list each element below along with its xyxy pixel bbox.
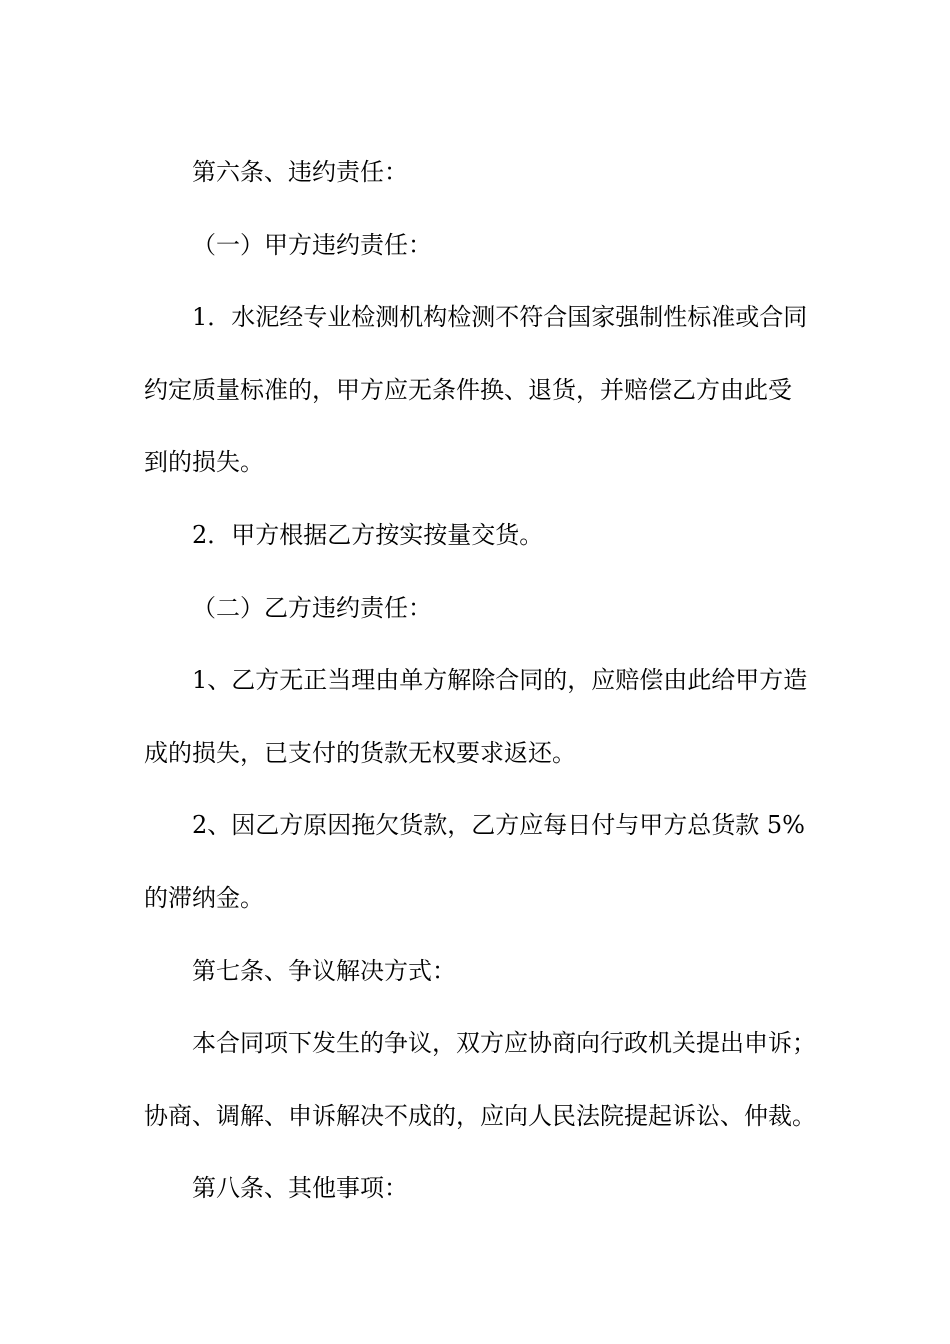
article-7-heading: 第七条、争议解决方式： — [192, 956, 456, 985]
article-8-heading: 第八条、其他事项： — [192, 1174, 408, 1203]
dispute-clause-line-1: 本合同项下发生的争议，双方应协商向行政机关提出申诉； — [192, 1029, 816, 1058]
party-b-clause-2-line-1: 2、因乙方原因拖欠货款，乙方应每日付与甲方总货款 5% — [192, 811, 805, 840]
party-b-clause-1-line-2: 成的损失，已支付的货款无权要求返还。 — [144, 738, 576, 767]
party-a-clause-1-line-1: 1．水泥经专业检测机构检测不符合国家强制性标准或合同 — [192, 303, 808, 332]
party-a-liability-heading: （一）甲方违约责任： — [192, 230, 432, 259]
party-b-clause-1-line-1: 1、乙方无正当理由单方解除合同的，应赔偿由此给甲方造 — [192, 666, 808, 695]
dispute-clause-line-2: 协商、调解、申诉解决不成的，应向人民法院提起诉讼、仲裁。 — [144, 1101, 816, 1130]
party-a-clause-1-line-3: 到的损失。 — [144, 448, 264, 477]
document-body — [144, 136, 816, 1225]
party-a-clause-1-line-2: 约定质量标准的，甲方应无条件换、退货，并赔偿乙方由此受 — [144, 375, 792, 404]
party-b-liability-heading: （二）乙方违约责任： — [192, 593, 432, 622]
party-b-clause-2-line-2: 的滞纳金。 — [144, 883, 264, 912]
party-a-clause-2: 2．甲方根据乙方按实按量交货。 — [192, 520, 544, 549]
article-6-heading: 第六条、违约责任： — [192, 158, 408, 186]
